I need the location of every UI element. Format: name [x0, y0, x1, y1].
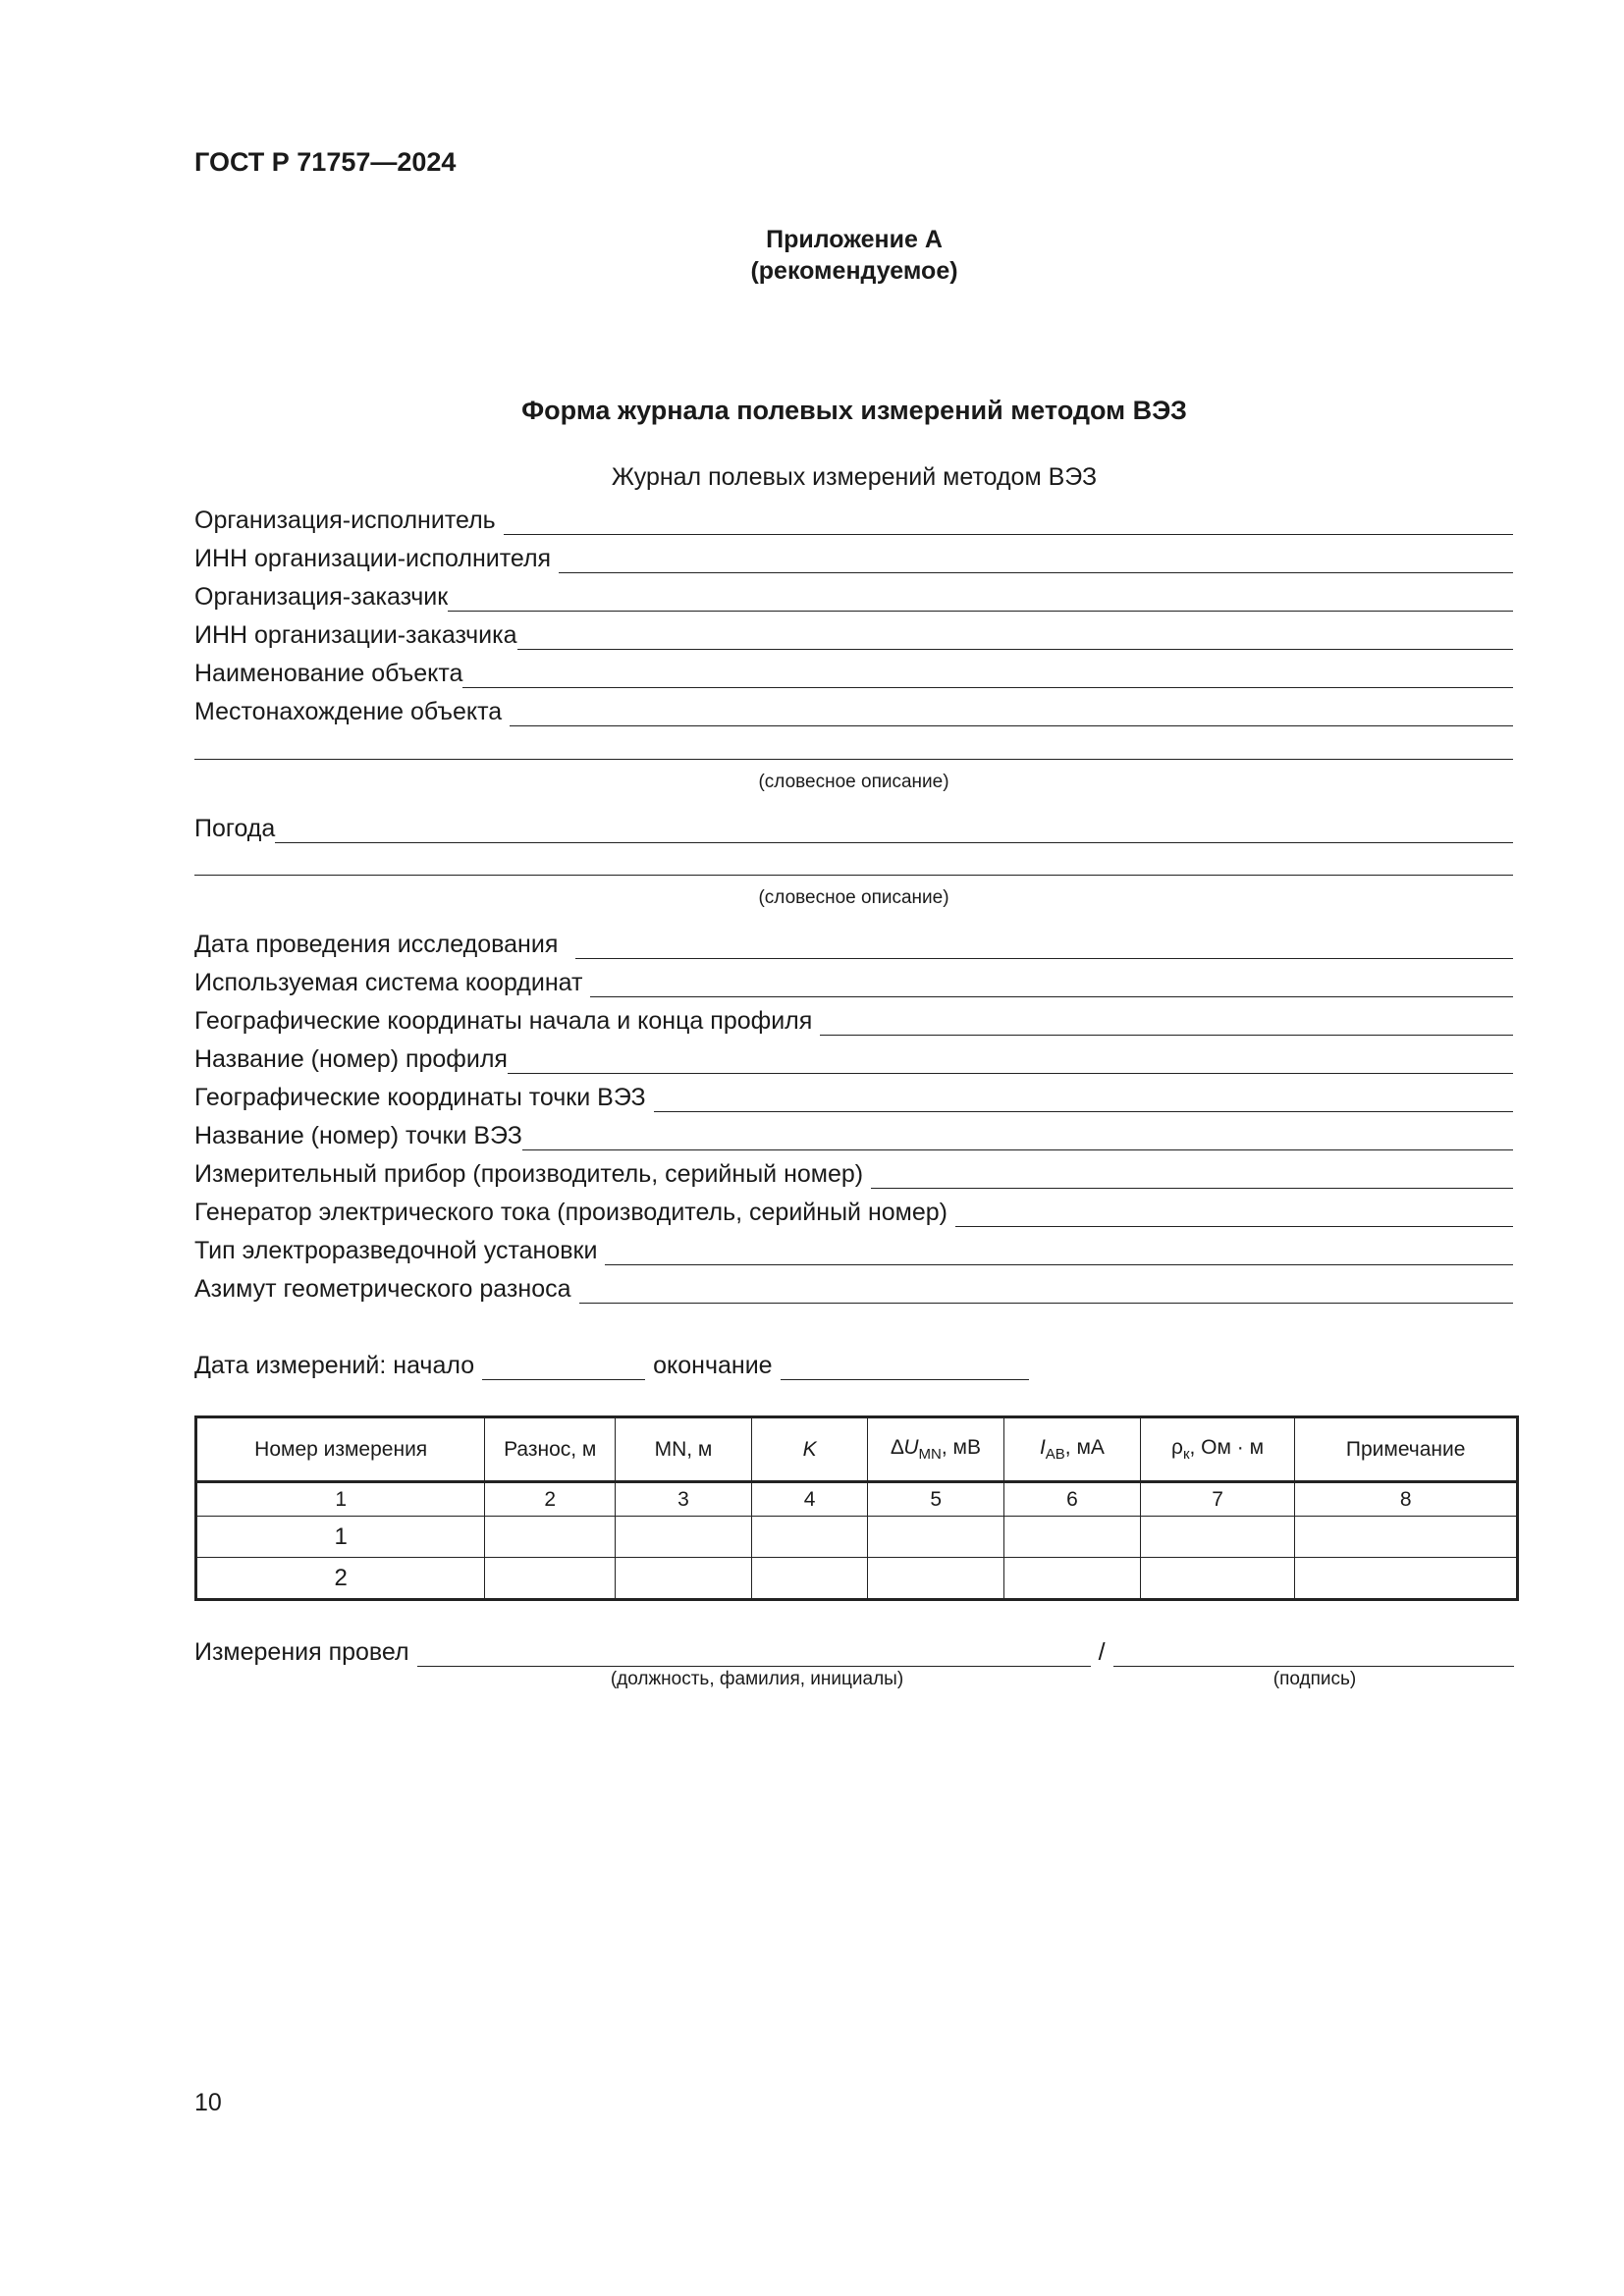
field-object-name[interactable]: [194, 655, 1513, 688]
table-cell[interactable]: [485, 1517, 616, 1558]
field-label: Азимут геометрического разноса: [194, 1275, 571, 1303]
signoff-position-field[interactable]: [417, 1638, 1091, 1667]
col-header-measurement-number: Номер измерения: [196, 1417, 485, 1482]
sub-ab: AB: [1045, 1446, 1065, 1464]
caption-signature: (подпись): [1272, 1669, 1357, 1689]
field-customer-inn[interactable]: [194, 616, 1513, 650]
field-current-generator[interactable]: [194, 1194, 1513, 1227]
column-number-row: [196, 1482, 1518, 1517]
field-line[interactable]: [579, 1275, 1514, 1304]
field-label: Погода: [194, 815, 276, 842]
signoff-separator: /: [1098, 1638, 1106, 1666]
dates-start-field[interactable]: [482, 1352, 645, 1380]
field-label: ИНН организации-исполнителя: [194, 545, 552, 572]
location-extra-line[interactable]: [194, 759, 1513, 760]
table-cell[interactable]: [751, 1517, 868, 1558]
field-label: Дата проведения исследования: [194, 931, 559, 958]
table-row: [196, 1517, 1518, 1558]
table-cell[interactable]: [485, 1558, 616, 1600]
field-customer[interactable]: [194, 578, 1513, 612]
var-rho: ρ: [1171, 1435, 1183, 1459]
row-number: 2: [196, 1558, 485, 1600]
table-cell[interactable]: [616, 1558, 752, 1600]
signoff-label: Измерения провел: [194, 1638, 409, 1666]
field-label: Организация-исполнитель: [194, 507, 496, 534]
row-number: 1: [196, 1517, 485, 1558]
field-label: Местонахождение объекта: [194, 698, 503, 725]
column-number: 3: [616, 1482, 752, 1517]
field-line[interactable]: [510, 698, 1513, 726]
field-line[interactable]: [654, 1084, 1513, 1112]
field-line[interactable]: [522, 1122, 1513, 1150]
field-array-type[interactable]: [194, 1232, 1513, 1265]
table-cell[interactable]: [868, 1558, 1004, 1600]
field-label: Организация-заказчик: [194, 583, 449, 611]
field-measuring-device[interactable]: [194, 1155, 1513, 1189]
table-cell[interactable]: [868, 1517, 1004, 1558]
table-cell[interactable]: [1140, 1517, 1295, 1558]
field-line[interactable]: [517, 621, 1513, 650]
table-cell[interactable]: [1004, 1558, 1141, 1600]
var-i: I: [1039, 1435, 1046, 1459]
column-number: 7: [1140, 1482, 1295, 1517]
field-profile-coordinates[interactable]: [194, 1002, 1513, 1036]
var-u: U: [903, 1435, 919, 1459]
form-title: Форма журнала полевых измерений методом ВЭЗ: [521, 396, 1187, 425]
field-label: Название (номер) профиля: [194, 1045, 508, 1073]
field-weather[interactable]: [194, 810, 1513, 843]
field-label: Тип электроразведочной установки: [194, 1237, 598, 1264]
caption-verbal-description: (словесное описание): [758, 887, 949, 908]
field-line[interactable]: [820, 1007, 1513, 1036]
table-cell[interactable]: [616, 1517, 752, 1558]
table-row: [196, 1558, 1518, 1600]
field-line[interactable]: [871, 1160, 1513, 1189]
field-label: ИНН организации-заказчика: [194, 621, 517, 649]
field-contractor[interactable]: [194, 502, 1513, 535]
table-header-row: [196, 1417, 1518, 1482]
measurement-table: [194, 1415, 1519, 1601]
field-ves-point-coordinates[interactable]: [194, 1079, 1513, 1112]
field-label: Генератор электрического тока (производитель, серийный номер): [194, 1199, 947, 1226]
field-label: Измерительный прибор (производитель, серийный номер): [194, 1160, 864, 1188]
table-cell[interactable]: [751, 1558, 868, 1600]
journal-title: Журнал полевых измерений методом ВЭЗ: [611, 463, 1098, 491]
field-line[interactable]: [590, 969, 1513, 997]
field-coordinate-system[interactable]: [194, 964, 1513, 997]
delta-symbol: ∆: [891, 1435, 904, 1459]
table-cell[interactable]: [1140, 1558, 1295, 1600]
caption-position-name: (должность, фамилия, инициалы): [610, 1669, 904, 1689]
field-survey-date[interactable]: [194, 926, 1513, 959]
field-spread-azimuth[interactable]: [194, 1270, 1513, 1304]
field-line[interactable]: [448, 583, 1513, 612]
column-number: 6: [1004, 1482, 1141, 1517]
field-line[interactable]: [504, 507, 1513, 535]
field-line[interactable]: [955, 1199, 1513, 1227]
field-line[interactable]: [575, 931, 1513, 959]
column-number: 1: [196, 1482, 485, 1517]
col-header-mn: MN, м: [616, 1417, 752, 1482]
col-header-resistivity: [1140, 1417, 1295, 1482]
table-cell[interactable]: [1295, 1517, 1518, 1558]
dates-end-field[interactable]: [781, 1352, 1029, 1380]
col-header-k: K: [751, 1417, 868, 1482]
field-label: Географические координаты точки ВЭЗ: [194, 1084, 646, 1111]
document-code: ГОСТ Р 71757—2024: [194, 147, 457, 177]
field-line[interactable]: [462, 660, 1513, 688]
caption-verbal-description: (словесное описание): [758, 772, 949, 792]
dates-end-label: окончание: [653, 1352, 773, 1379]
col-header-delta-u: [868, 1417, 1004, 1482]
appendix-title: Приложение А: [766, 226, 943, 253]
weather-extra-line[interactable]: [194, 875, 1513, 876]
field-line[interactable]: [559, 545, 1513, 573]
field-line[interactable]: [508, 1045, 1513, 1074]
col-header-spread: Разнос, м: [485, 1417, 616, 1482]
field-line[interactable]: [605, 1237, 1513, 1265]
measurement-dates: [194, 1347, 1029, 1380]
unit-ma: , мА: [1064, 1435, 1105, 1459]
sub-k: к: [1182, 1446, 1190, 1464]
unit-mv: , мВ: [941, 1435, 981, 1459]
field-contractor-inn[interactable]: [194, 540, 1513, 573]
column-number: 5: [868, 1482, 1004, 1517]
column-number: 2: [485, 1482, 616, 1517]
signoff-signature-field[interactable]: [1113, 1638, 1514, 1667]
unit-ohm-m: , Ом · м: [1189, 1435, 1265, 1459]
field-label: Географические координаты начала и конца профиля: [194, 1007, 813, 1035]
field-object-location[interactable]: [194, 693, 1513, 726]
field-profile-name[interactable]: [194, 1041, 1513, 1074]
column-number: 8: [1295, 1482, 1518, 1517]
table-cell[interactable]: [1295, 1558, 1518, 1600]
dates-start-label: Дата измерений: начало: [194, 1352, 475, 1379]
sub-mn: MN: [918, 1446, 942, 1464]
col-header-note: Примечание: [1295, 1417, 1518, 1482]
field-label: Название (номер) точки ВЭЗ: [194, 1122, 522, 1149]
field-label: Наименование объекта: [194, 660, 463, 687]
column-number: 4: [751, 1482, 868, 1517]
field-ves-point-name[interactable]: [194, 1117, 1513, 1150]
field-label: Используемая система координат: [194, 969, 583, 996]
appendix-type: (рекомендуемое): [750, 257, 958, 285]
field-line[interactable]: [275, 815, 1513, 843]
page-number: 10: [194, 2089, 222, 2116]
col-header-current: [1004, 1417, 1141, 1482]
signoff-line: [194, 1633, 1514, 1667]
table-cell[interactable]: [1004, 1517, 1141, 1558]
